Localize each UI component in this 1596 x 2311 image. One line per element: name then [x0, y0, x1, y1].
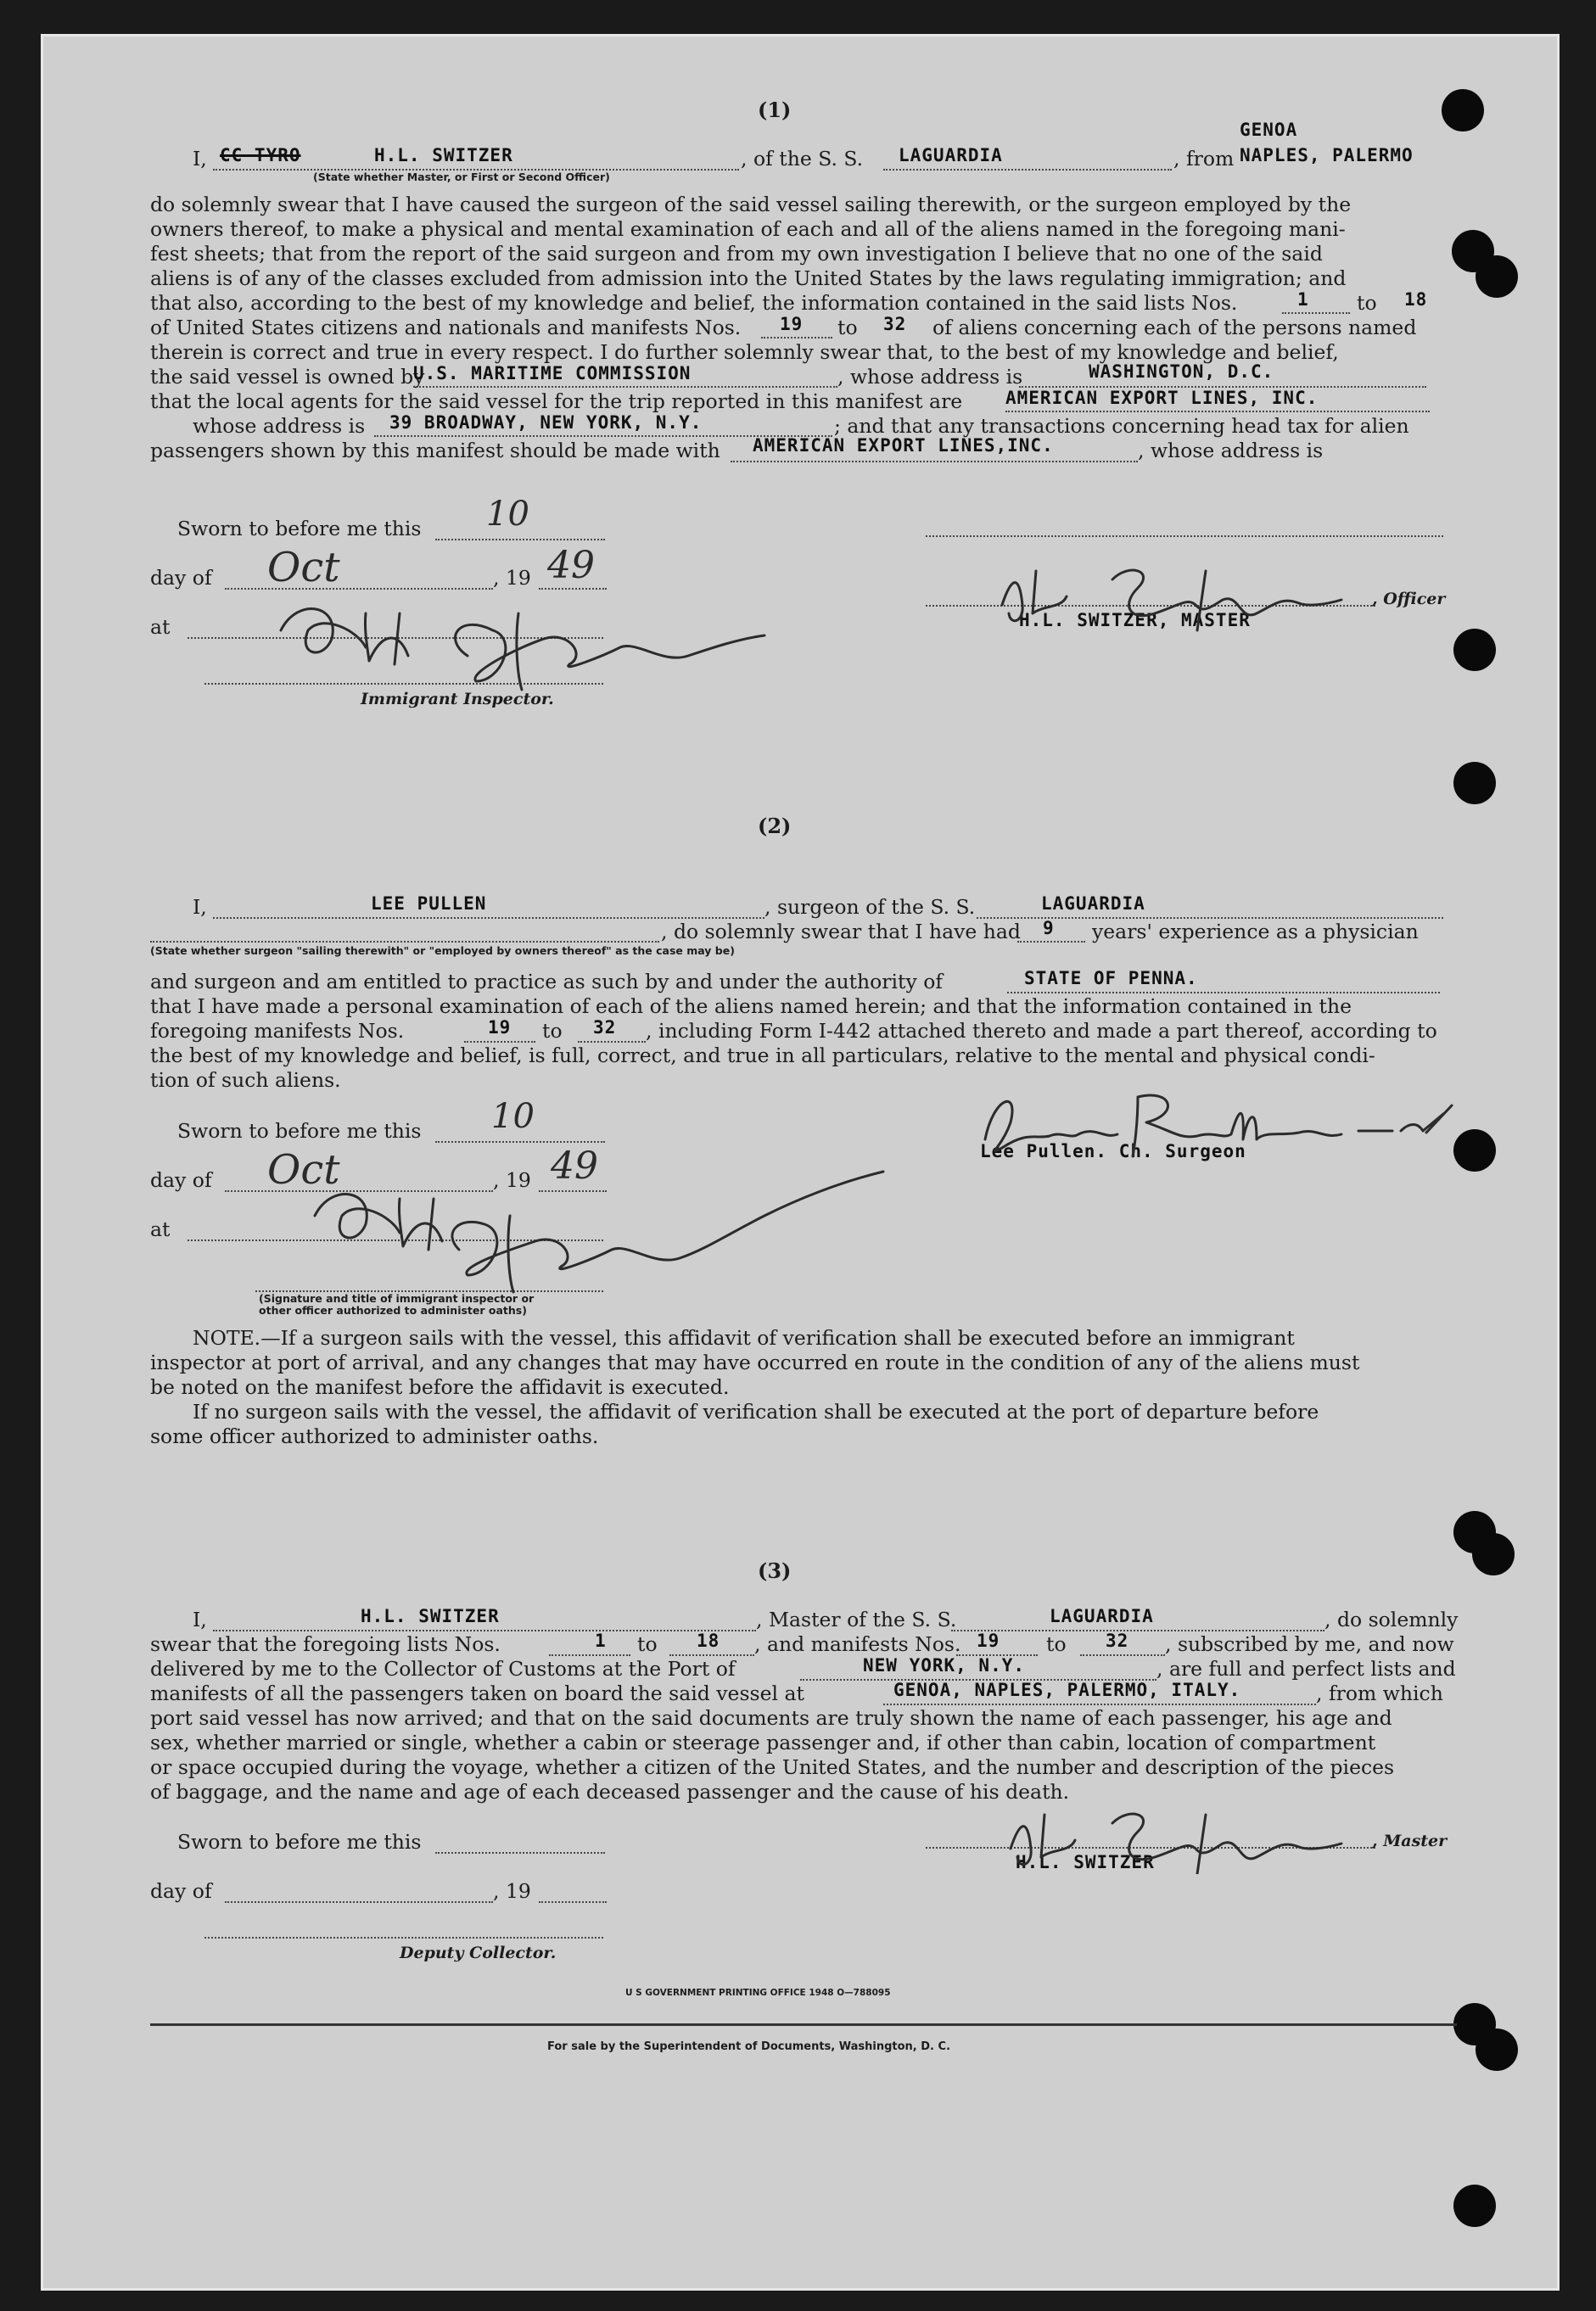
s2-year-prefix: , 19	[493, 1168, 531, 1192]
s2-authority-lead: and surgeon and am entitled to practice as such by and under the authority of	[150, 970, 944, 993]
s2-note-4: If no surgeon sails with the vessel, the affidavit of verification shall be executed at the port of departure before	[193, 1400, 1319, 1424]
s3-ports-from-line	[883, 1704, 1316, 1705]
s3-name-line	[213, 1630, 756, 1631]
s3-name: H.L. SWITZER	[361, 1606, 500, 1626]
s1-manifests-to: 32	[883, 314, 907, 334]
s1-line-4: aliens is of any of the classes excluded from admission into the United States by the laws regulating immigration; and	[150, 266, 1347, 290]
s3-year-prefix: , 19	[493, 1879, 531, 1903]
s2-subcaption: (State whether surgeon "sailing therewith" or "employed by owners thereof" as the case may be)	[150, 944, 735, 957]
s3-sworn: Sworn to before me this	[177, 1830, 422, 1854]
s1-year-prefix: , 19	[493, 566, 531, 590]
s3-master-lead: , Master of the S. S.	[756, 1608, 957, 1631]
s3-delivered-tail: , are full and perfect lists and	[1156, 1657, 1456, 1681]
s3-line-b: sex, whether married or single, whether a cabin or steerage passenger and, if other than cabin, location of compartment	[150, 1731, 1376, 1754]
s1-line-3: fest sheets; that from the report of the said surgeon and from my own investigation I believe that no one of the said	[150, 242, 1323, 266]
s2-inspector-signature	[289, 1165, 900, 1301]
punch-hole	[1476, 2028, 1518, 2071]
s2-authority-line	[1007, 992, 1440, 993]
punch-hole	[1476, 255, 1518, 298]
s2-note-5: some officer authorized to administer oaths.	[150, 1424, 599, 1448]
s1-line-6: of United States citizens and nationals and manifests Nos.	[150, 316, 742, 339]
s1-day-of: day of	[150, 566, 212, 590]
s1-agents-address: 39 BROADWAY, NEW YORK, N.Y.	[389, 412, 703, 433]
s3-deputy-caption: Deputy Collector.	[400, 1944, 557, 1962]
punch-hole	[1453, 629, 1496, 671]
s2-man-from-line	[464, 1041, 535, 1043]
s2-I: I,	[193, 895, 207, 919]
s1-line-1: do solemnly swear that I have caused the surgeon of the said vessel sailing therewith, or the surgeon employed by the	[150, 193, 1352, 216]
s2-authority: STATE OF PENNA.	[1024, 968, 1198, 988]
s2-at: at	[150, 1217, 171, 1241]
s2-years-line	[1017, 941, 1085, 943]
s1-month: Oct	[267, 544, 340, 591]
s1-vessel: LAGUARDIA	[899, 145, 1003, 165]
s2-sworn-day: 10	[491, 1097, 535, 1136]
punch-hole	[1453, 2185, 1496, 2227]
s1-of-ss: , of the S. S.	[741, 147, 864, 171]
s3-deputy-line	[204, 1937, 603, 1939]
s2-note-3: be noted on the manifest before the affidavit is executed.	[150, 1375, 730, 1399]
s1-officer-name: H.L. SWITZER	[374, 145, 513, 165]
s1-agents-addr-tail: ; and that any transactions concerning head tax for alien	[834, 414, 1409, 438]
s1-lists-from-line	[1282, 312, 1350, 314]
s2-surgeon-typed: Lee Pullen. Ch. Surgeon	[980, 1141, 1246, 1161]
section-1-number: (1)	[758, 98, 792, 122]
s2-year: 49	[551, 1144, 598, 1188]
footer-rule	[150, 2023, 1457, 2026]
s1-owner-line	[413, 386, 837, 388]
s1-inspector-signature	[264, 579, 790, 698]
punch-hole	[1442, 89, 1484, 131]
s3-port: NEW YORK, N.Y.	[863, 1655, 1026, 1676]
s1-agents-addr-lead: whose address is	[193, 414, 366, 438]
s2-month: Oct	[267, 1146, 340, 1194]
s1-agents-line	[1005, 411, 1430, 412]
s2-line-exam: that I have made a personal examination of each of the aliens named herein; and that the information contained in the	[150, 994, 1352, 1018]
manifest-affidavit-page	[41, 34, 1560, 2291]
s3-master-signature	[994, 1789, 1367, 1874]
s2-sworn-line	[435, 1141, 605, 1143]
s3-line-a: port said vessel has now arrived; and that on the said documents are truly shown the name of each passenger, his age and	[150, 1706, 1392, 1730]
s1-agents: AMERICAN EXPORT LINES, INC.	[1005, 388, 1319, 408]
s1-year: 49	[547, 544, 595, 587]
gpo-imprint: U S GOVERNMENT PRINTING OFFICE 1948 O—788095	[625, 1988, 891, 1998]
s1-agents-lead: that the local agents for the said vessel for the trip reported in this manifest are	[150, 389, 963, 413]
section-3-number: (3)	[758, 1558, 792, 1583]
s3-ports-from: GENOA, NAPLES, PALERMO, ITALY.	[893, 1680, 1241, 1700]
s3-delivered-lead: delivered by me to the Collector of Customs at the Port of	[150, 1657, 736, 1681]
s1-officer-subcaption: (State whether Master, or First or Second Officer)	[313, 171, 610, 183]
s1-lists-from: 1	[1297, 289, 1309, 310]
s2-swear-lead: , do solemnly swear that I have had	[661, 920, 1021, 943]
s3-lists-from-line	[549, 1654, 630, 1656]
s3-lists-to-line	[669, 1654, 754, 1656]
s2-man-to-line	[578, 1041, 646, 1043]
s3-manifests-lead: , and manifests Nos.	[754, 1632, 961, 1656]
s2-line-best: the best of my knowledge and belief, is full, correct, and true in all particulars, relative to the mental and physical condi-	[150, 1044, 1375, 1067]
s3-swear-tail: , subscribed by me, and now	[1165, 1632, 1454, 1656]
s3-manifests-line-tail: , from which	[1316, 1681, 1443, 1705]
s1-line-5: that also, according to the best of my knowledge and belief, the information contained in the said lists Nos.	[150, 291, 1238, 315]
s1-line-2: owners thereof, to make a physical and mental examination of each and all of the aliens named in the foregoing mani-	[150, 217, 1346, 241]
s3-lists-to: 18	[697, 1631, 720, 1651]
s3-to-1: to	[637, 1632, 658, 1656]
s2-surgeon-lead: , surgeon of the S. S.	[764, 895, 976, 919]
s1-passengers-line	[731, 461, 1138, 462]
s1-struck-text: CC TYRO	[220, 145, 301, 165]
s3-master-label: , Master	[1372, 1832, 1448, 1850]
s2-sworn: Sworn to before me this	[177, 1119, 422, 1143]
s2-foregoing-lead: foregoing manifests Nos.	[150, 1019, 405, 1043]
s2-surgeon-signature	[968, 1080, 1460, 1165]
s2-man-from: 19	[488, 1017, 512, 1038]
s2-line-tion: tion of such aliens.	[150, 1068, 341, 1092]
s2-years: 9	[1043, 918, 1055, 938]
s3-I: I,	[193, 1608, 207, 1631]
s2-vessel: LAGUARDIA	[1041, 893, 1145, 914]
punch-hole	[1472, 1533, 1515, 1575]
s3-day-of: day of	[150, 1879, 212, 1903]
s1-vessel-line	[883, 169, 1172, 171]
s3-to-2: to	[1046, 1632, 1067, 1656]
s1-officer-signature	[985, 546, 1358, 639]
s1-I: I,	[193, 147, 207, 171]
s2-note-1: NOTE.—If a surgeon sails with the vessel, this affidavit of verification shall be executed before an immigrant	[193, 1326, 1295, 1350]
s2-surgeon-name: LEE PULLEN	[371, 893, 487, 914]
s1-man-from-line	[761, 337, 832, 339]
s1-owner-address: WASHINGTON, D.C.	[1089, 361, 1274, 382]
s2-sig-caption-1: (Signature and title of immigrant inspector or	[259, 1292, 535, 1305]
s1-sworn: Sworn to before me this	[177, 517, 422, 540]
s2-name-line	[213, 917, 764, 919]
s1-manifests-from: 19	[780, 314, 804, 334]
punch-hole	[1453, 762, 1496, 804]
s3-vessel: LAGUARDIA	[1050, 1606, 1154, 1626]
s1-from-2: NAPLES, PALERMO	[1240, 145, 1414, 165]
for-sale-note: For sale by the Superintendent of Documents, Washington, D. C.	[547, 2040, 951, 2053]
s3-master-typed: H.L. SWITZER	[1016, 1852, 1155, 1872]
s1-sworn-line	[435, 539, 605, 540]
s1-officer-typed: H.L. SWITZER, MASTER	[1019, 610, 1251, 630]
s3-man-to-line	[1080, 1654, 1165, 1656]
s3-master-tail: , do solemnly	[1324, 1608, 1459, 1631]
s1-passengers-with: AMERICAN EXPORT LINES,INC.	[753, 435, 1054, 456]
s1-owned-lead: the said vessel is owned by	[150, 365, 425, 389]
s2-man-to: 32	[593, 1017, 617, 1038]
s1-officer-top-line	[926, 535, 1443, 537]
s3-vessel-line	[951, 1630, 1324, 1631]
s3-year-line	[539, 1901, 607, 1903]
s2-note-2: inspector at port of arrival, and any changes that may have occurred en route in the condition of any of the aliens must	[150, 1351, 1360, 1374]
s2-state-line	[150, 941, 659, 943]
s1-from-1: GENOA	[1240, 120, 1298, 140]
s2-day-of: day of	[150, 1168, 212, 1192]
s1-at: at	[150, 615, 171, 639]
s2-to: to	[542, 1019, 563, 1043]
s1-inspector-caption: Immigrant Inspector.	[361, 690, 554, 708]
s1-owner: U.S. MARITIME COMMISSION	[413, 363, 692, 383]
s1-line-7: therein is correct and true in every respect. I do further solemnly swear that, to the best of my knowledge and belief,	[150, 340, 1339, 364]
s1-officer-label: , Officer	[1372, 590, 1446, 608]
s1-owner-addr-lead: , whose address is	[837, 365, 1023, 389]
s3-lists-from: 1	[595, 1631, 607, 1651]
s3-man-to: 32	[1106, 1631, 1129, 1651]
s2-swear-tail: years' experience as a physician	[1092, 920, 1419, 943]
s1-from: , from	[1173, 147, 1235, 171]
s3-manifests-line-lead: manifests of all the passengers taken on board the said vessel at	[150, 1681, 804, 1705]
section-2-number: (2)	[758, 814, 792, 838]
s2-foregoing-tail: , including Form I-442 attached thereto and made a part thereof, according to	[646, 1019, 1437, 1043]
s1-to-1: to	[1357, 291, 1377, 315]
s3-man-from: 19	[977, 1631, 1000, 1651]
s2-sig-caption-2: other officer authorized to administer oaths)	[259, 1304, 527, 1317]
s1-passengers-lead: passengers shown by this manifest should be made with	[150, 439, 720, 462]
s1-sworn-day: 10	[486, 495, 529, 534]
s1-lists-to: 18	[1404, 289, 1428, 310]
s3-sworn-line	[435, 1852, 605, 1854]
s3-line-d: of baggage, and the name and age of each deceased passenger and the cause of his death.	[150, 1780, 1070, 1804]
s3-line-c: or space occupied during the voyage, whether a citizen of the United States, and the number and description of the pieces	[150, 1755, 1395, 1779]
s1-aliens-tail: of aliens concerning each of the persons named	[932, 316, 1417, 339]
s3-swear-lead: swear that the foregoing lists Nos.	[150, 1632, 501, 1656]
s1-passengers-tail: , whose address is	[1138, 439, 1324, 462]
s1-to-2: to	[837, 316, 858, 339]
s3-month-line	[225, 1901, 493, 1903]
